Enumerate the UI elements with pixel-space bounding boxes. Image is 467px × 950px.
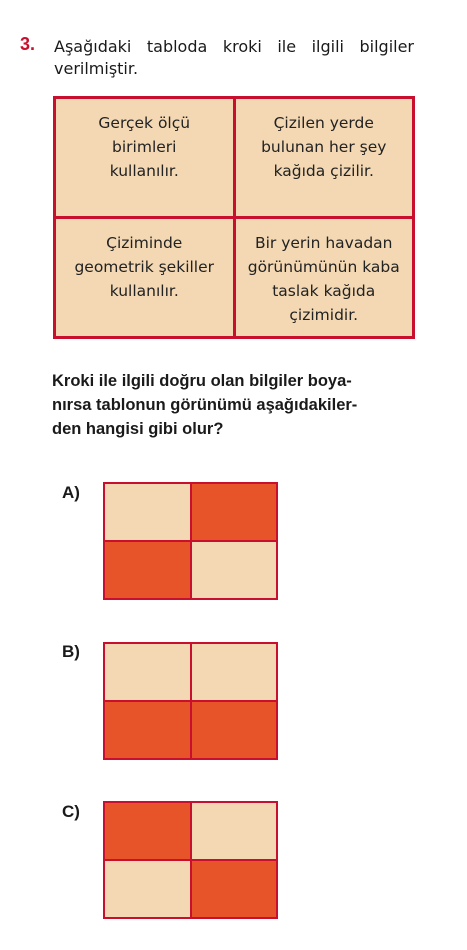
question-text: Aşağıdaki tabloda kroki ile ilgili bilgiler verilmiştir. bbox=[54, 37, 414, 78]
option-b-cell-3 bbox=[105, 702, 190, 758]
option-b-cell-1 bbox=[105, 644, 190, 700]
option-c-cell-3 bbox=[105, 861, 190, 917]
option-a-grid[interactable] bbox=[103, 482, 278, 600]
option-c-label[interactable]: C) bbox=[62, 802, 80, 821]
question-number: 3. bbox=[20, 34, 36, 54]
info-table bbox=[53, 96, 415, 339]
option-a-cell-4 bbox=[192, 542, 277, 598]
option-c-cell-1 bbox=[105, 803, 190, 859]
info-cell-1: Gerçek ölçü birimleri kullanılır. bbox=[56, 99, 233, 216]
option-a-cell-3 bbox=[105, 542, 190, 598]
option-a-cell-1 bbox=[105, 484, 190, 540]
question-prompt: Kroki ile ilgili doğru olan bilgiler boya- nırsa tablonun görünümü aşağıdakiler- den hangisi gibi olur? bbox=[52, 372, 358, 438]
option-b-cell-4 bbox=[192, 702, 277, 758]
option-b-label[interactable]: B) bbox=[62, 642, 80, 661]
option-a-cell-2 bbox=[192, 484, 277, 540]
option-c-grid[interactable] bbox=[103, 801, 278, 919]
option-a-label[interactable]: A) bbox=[62, 483, 80, 502]
info-cell-2: Çizilen yerde bulunan her şey kağıda çizilir. bbox=[236, 99, 413, 216]
option-c-cell-4 bbox=[192, 861, 277, 917]
info-cell-3: Çiziminde geometrik şekiller kullanılır. bbox=[56, 219, 233, 336]
info-cell-4: Bir yerin havadan görünümünün kaba taslak kağıda çizimidir. bbox=[236, 219, 413, 336]
option-b-cell-2 bbox=[192, 644, 277, 700]
option-c-cell-2 bbox=[192, 803, 277, 859]
option-b-grid[interactable] bbox=[103, 642, 278, 760]
